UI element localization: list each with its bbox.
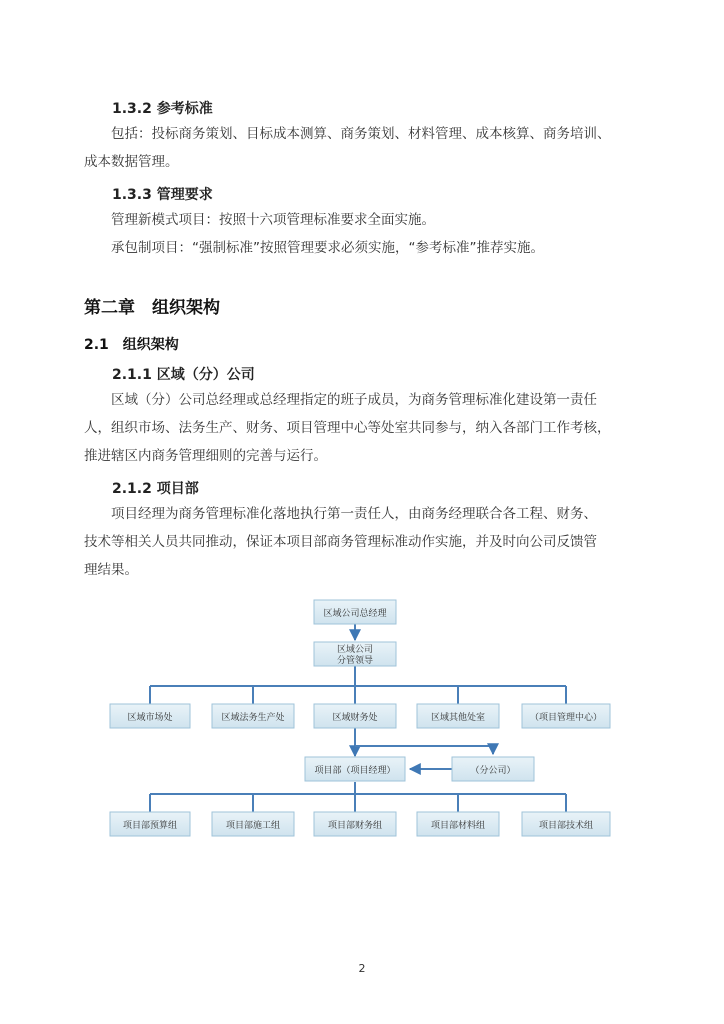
section-heading-1-3-3: 1.3.3 管理要求 [112, 187, 213, 203]
paragraph-line: 成本数据管理。 [84, 154, 179, 170]
org-label-group: 项目部技术组 [538, 821, 594, 831]
paragraph-line: 技术等相关人员共同推动，保证本项目部商务管理标准动作实施，并及时向公司反馈管 [84, 534, 597, 550]
chapter-title: 第二章 组织架构 [84, 298, 220, 318]
paragraph-line: 区域（分）公司总经理或总经理指定的班子成员，为商务管理标准化建设第一责任 [84, 392, 597, 408]
paragraph-line: 人，组织市场、法务生产、财务、项目管理中心等处室共同参与，纳入各部门工作考核， [84, 420, 611, 436]
org-label-top: 区域公司总经理 [323, 609, 387, 619]
org-label-leader: 区域公司 [336, 645, 374, 655]
org-label-dept: 区域财务处 [332, 713, 378, 723]
paragraph-line: 推进辖区内商务管理细则的完善与运行。 [84, 448, 327, 464]
section-heading-2-1-2: 2.1.2 项目部 [112, 481, 199, 497]
paragraph-line: 承包制项目：“强制标准”按照管理要求必须实施，“参考标准”推荐实施。 [84, 240, 544, 256]
paragraph-line: 管理新模式项目：按照十六项管理标准要求全面实施。 [84, 212, 435, 228]
org-label-group: 项目部材料组 [430, 821, 486, 831]
section-heading-1-3-2: 1.3.2 参考标准 [112, 101, 213, 117]
org-label-dept: 区域市场处 [127, 713, 173, 723]
org-label-branch: （分公司） [470, 766, 516, 776]
org-label-leader: 分管领导 [336, 656, 374, 666]
org-label-group: 项目部财务组 [327, 821, 383, 831]
org-label-dept: 区域法务生产处 [221, 713, 285, 723]
org-chart [0, 590, 724, 850]
page-number: 2 [358, 962, 366, 975]
org-label-dept: 区域其他处室 [430, 713, 486, 723]
paragraph-line: 项目经理为商务管理标准化落地执行第一责任人，由商务经理联合各工程、财务、 [84, 506, 597, 522]
section-heading-2-1-1: 2.1.1 区域（分）公司 [112, 367, 255, 383]
org-label-group: 项目部施工组 [225, 821, 281, 831]
paragraph-line: 包括：投标商务策划、目标成本测算、商务策划、材料管理、成本核算、商务培训、 [84, 126, 611, 142]
org-label-project: 项目部（项目经理） [314, 766, 396, 776]
org-label-group: 项目部预算组 [122, 821, 178, 831]
paragraph-line: 理结果。 [84, 562, 138, 578]
org-label-dept: （项目管理中心） [529, 713, 603, 723]
section-heading-2-1: 2.1 组织架构 [84, 337, 179, 353]
